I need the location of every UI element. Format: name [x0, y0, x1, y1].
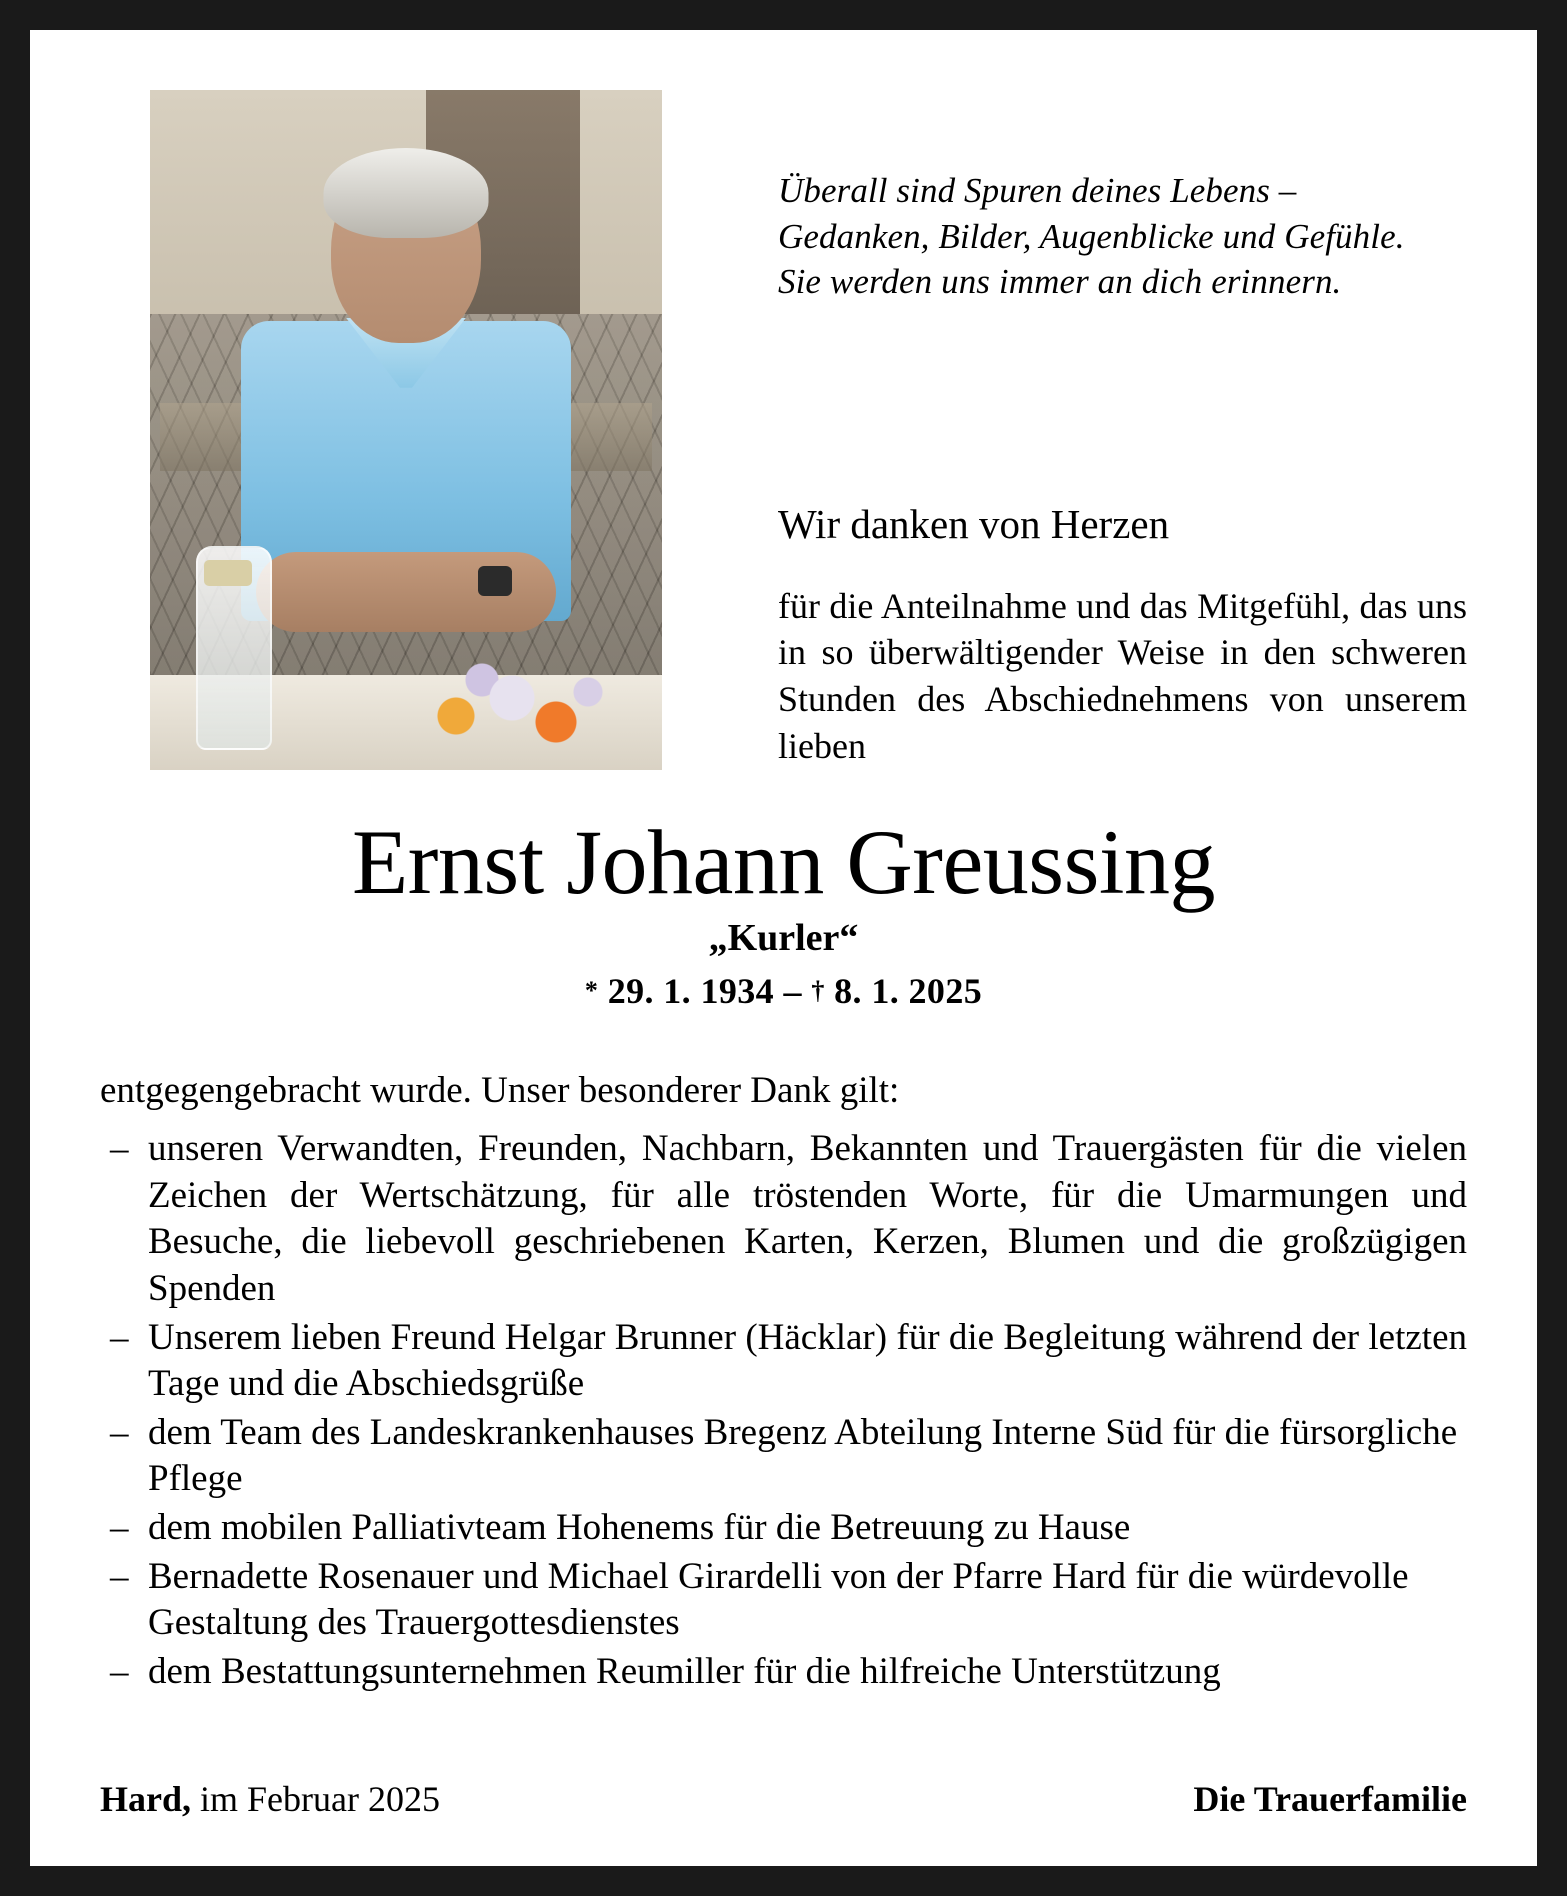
deceased-name: Ernst Johann Greussing	[352, 811, 1215, 913]
deceased-nickname: „Kurler“	[708, 916, 859, 959]
list-item-text: dem mobilen Palliativteam Hohenems für die Betreuung zu Hause	[148, 1506, 1131, 1548]
birth-date: 29. 1. 1934	[607, 970, 775, 1011]
list-item	[100, 1649, 1467, 1696]
footer-place-date	[100, 1778, 440, 1820]
bullet-dash: –	[110, 1506, 129, 1548]
photo-wristwatch	[478, 566, 512, 596]
top-section	[100, 90, 1467, 770]
list-item-text: dem Team des Landeskrankenhauses Bregenz Abteilung Interne Süd für die fürsorgliche Pflege	[148, 1411, 1458, 1500]
verse-line-2: Gedanken, Bilder, Augenblicke und Gefühle.	[778, 216, 1405, 256]
thanks-intro-text: für die Anteilnahme und das Mitgefühl, das uns in so überwältigender Weise in den schweren Stunden des Abschiednehmens von unserem lieben	[778, 585, 1467, 767]
bullet-dash: –	[110, 1316, 129, 1358]
footer	[100, 1778, 1467, 1820]
thanks-list	[100, 1126, 1467, 1695]
footer-signature: Die Trauerfamilie	[1193, 1779, 1467, 1819]
bullet-dash: –	[110, 1411, 129, 1453]
list-item	[100, 1505, 1467, 1552]
death-symbol: †	[811, 975, 825, 1005]
bullet-dash: –	[110, 1650, 129, 1692]
list-item-text: unseren Verwandten, Freunden, Nachbarn, Bekannten und Trauergästen für die vielen Zeichen der Wertschätzung, für alle tröstenden Worte, für die Umarmungen und Besuche, die liebevoll geschriebenen Karten, Kerzen, Blumen und die großzügigen Spenden	[148, 1128, 1467, 1309]
footer-place: Hard,	[100, 1779, 192, 1819]
list-item	[100, 1410, 1467, 1503]
list-item	[100, 1315, 1467, 1408]
bullet-dash: –	[110, 1128, 129, 1170]
footer-date: im Februar 2025	[191, 1779, 440, 1819]
verse-line-3: Sie werden uns immer an dich erinnern.	[778, 262, 1342, 301]
photo-hair	[324, 148, 489, 238]
thanks-heading: Wir danken von Herzen	[778, 500, 1170, 547]
photo-flowers	[416, 650, 616, 770]
birth-symbol: *	[584, 975, 599, 1005]
list-item-text: dem Bestattungsunternehmen Reumiller für die hilfreiche Unterstützung	[148, 1650, 1221, 1692]
death-date: 8. 1. 2025	[834, 970, 983, 1011]
date-separator: –	[783, 970, 802, 1011]
photo-bottle-cap	[204, 560, 252, 586]
life-dates	[100, 970, 1467, 1012]
list-item-text: Unserem lieben Freund Helgar Brunner (Häcklar) für die Begleitung während der letzten Tage und die Abschiedsgrüße	[148, 1316, 1467, 1405]
list-item	[100, 1554, 1467, 1647]
right-column	[662, 90, 1467, 770]
memorial-verse	[778, 168, 1467, 305]
thanks-lead-in: entgegengebracht wurde. Unser besonderer Dank gilt:	[100, 1069, 900, 1111]
list-item-text: Bernadette Rosenauer und Michael Girardelli von der Pfarre Hard für die würdevolle Gestaltung des Trauergottesdienstes	[148, 1555, 1409, 1644]
portrait-photo	[150, 90, 662, 770]
bullet-dash: –	[110, 1555, 129, 1597]
list-item	[100, 1126, 1467, 1312]
verse-line-1: Überall sind Spuren deines Lebens –	[778, 171, 1297, 210]
portrait-container	[150, 90, 662, 770]
obituary-card	[30, 30, 1537, 1866]
